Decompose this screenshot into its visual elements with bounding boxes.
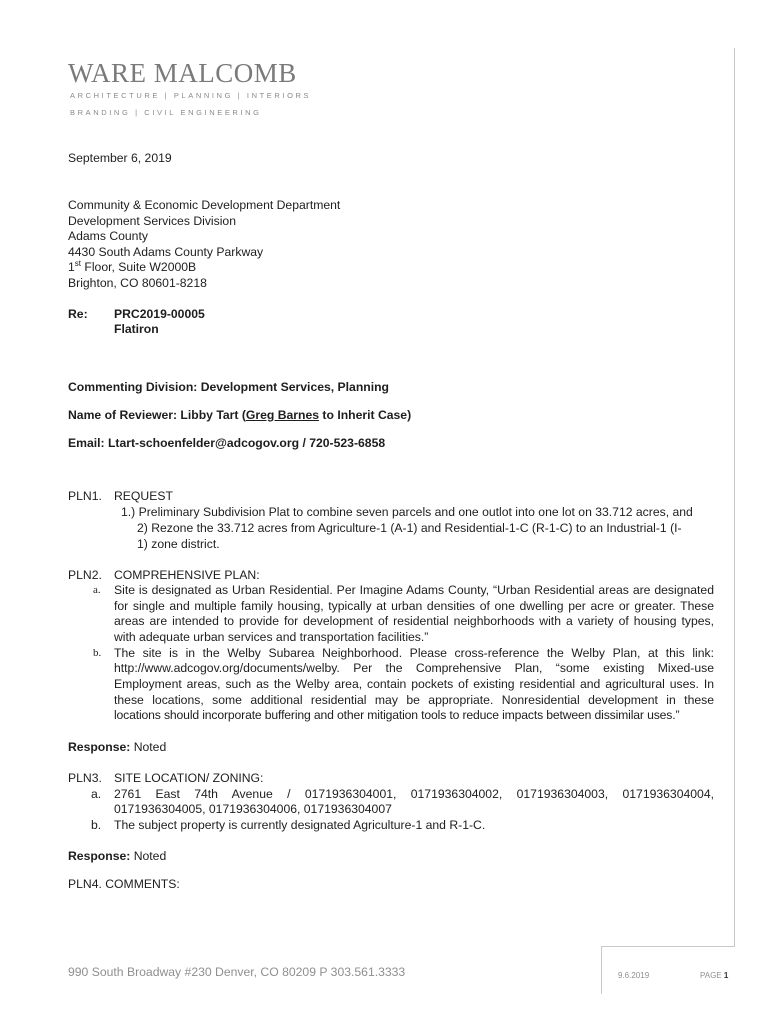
pln2-a-line-1: Site is designated as Urban Residential. Per Imagine Adams County, “Urban Residential areas are designated (114, 583, 714, 597)
letter-date: September 6, 2019 (68, 151, 172, 165)
floor-suite: Floor, Suite W2000B (81, 260, 197, 274)
pln2-b-line-2: http://www.adcogov.org/documents/welby. Per the Comprehensive Plan, “some existing Mixed-use (114, 661, 714, 675)
footer-date: 9.6.2019 (618, 971, 650, 980)
response-1-label: Response: (68, 740, 131, 754)
pln2-b-line-4: these locations, some additional residential may be appropriate. Nonresidential development in these (114, 693, 714, 707)
pln3-label: PLN3. (68, 771, 102, 785)
floor-number: 1 (68, 260, 75, 274)
commenting-division: Commenting Division: Development Services, Planning (68, 380, 390, 394)
recipient-line-1: Community & Economic Development Department (68, 198, 341, 212)
re-project-name: Flatiron (114, 322, 159, 336)
pln3-b-marker: b. (91, 818, 102, 832)
floor-ordinal: st (74, 258, 82, 268)
inherit-reviewer-name: Greg Barnes (245, 408, 320, 422)
recipient-line-6: Brighton, CO 80601-8218 (68, 276, 207, 290)
recipient-line-2: Development Services Division (68, 214, 236, 228)
pln1-item-2: 2) Rezone the 33.712 acres from Agriculture-1 (A-1) and Residential-1-C (R-1-C) to an Industrial-1 (I- (137, 521, 682, 535)
pln1-item-2-cont: 1) zone district. (137, 537, 220, 551)
company-logo-name: WARE MALCOMB (68, 58, 297, 88)
pln3-title: SITE LOCATION/ ZONING: (114, 771, 264, 785)
pln2-label: PLN2. (68, 568, 102, 582)
pln1-label: PLN1. (68, 489, 102, 503)
footer-page-number: 1 (723, 971, 729, 980)
response-2-label: Response: (68, 849, 131, 863)
response-2-value: Noted (130, 849, 167, 863)
company-logo-tagline-2: BRANDING | CIVIL ENGINEERING (70, 108, 262, 117)
pln4-label: PLN4. COMMENTS: (68, 877, 180, 891)
reviewer-email-line: Email: Ltart-schoenfelder@adcogov.org / 720-523-6858 (68, 436, 386, 450)
reviewer-suffix: to Inherit Case) (319, 408, 412, 422)
pln2-a-marker: a. (93, 584, 101, 596)
recipient-line-5 (68, 260, 196, 276)
footer-page (700, 968, 728, 984)
re-label: Re: (68, 307, 88, 321)
reviewer-line (68, 408, 411, 424)
footer-address: 990 South Broadway #230 Denver, CO 80209 P 303.561.3333 (68, 965, 406, 979)
response-1-value: Noted (130, 740, 167, 754)
pln2-a-line-3: areas are intended to provide for development of residential neighborhoods with a variety of housing types, (114, 614, 714, 628)
company-logo-tagline-1: ARCHITECTURE | PLANNING | INTERIORS (70, 91, 312, 100)
pln3-a-line-2: 0171936304005, 0171936304006, 0171936304007 (114, 802, 392, 816)
pln2-title: COMPREHENSIVE PLAN: (114, 568, 260, 582)
pln2-b-line-5: locations should incorporate buffering and other mitigation tools to reduce impacts between dissimilar uses.” (114, 708, 680, 722)
pln3-a-line-1: 2761 East 74th Avenue / 0171936304001, 0171936304002, 0171936304003, 0171936304004, (114, 787, 714, 801)
pln2-b-marker: b. (93, 647, 102, 659)
pln2-a-line-4: with adequate urban services and transportation facilities.” (114, 630, 429, 644)
pln2-b-line-1: The site is in the Welby Subarea Neighborhood. Please cross-reference the Welby Plan, at this link: (114, 646, 714, 660)
response-2 (68, 849, 166, 865)
footer-page-label: PAGE (700, 971, 724, 980)
pln2-b-line-3: Employment areas, such as the Welby area, contain pockets of existing residential and agricultural uses. In (114, 677, 714, 691)
recipient-line-3: Adams County (68, 229, 148, 243)
pln3-a-marker: a. (91, 787, 102, 801)
footer-left-rule (601, 946, 602, 994)
right-margin-rule (734, 48, 735, 946)
reviewer-prefix: Name of Reviewer: Libby Tart ( (68, 408, 246, 422)
recipient-line-4: 4430 South Adams County Parkway (68, 245, 264, 259)
pln1-item-1: 1.) Preliminary Subdivision Plat to combine seven parcels and one outlot into one lot on 33.712 acres, and (121, 505, 693, 519)
footer-top-rule (601, 946, 735, 947)
re-case-number: PRC2019-00005 (114, 307, 205, 321)
response-1 (68, 740, 166, 756)
pln1-title: REQUEST (114, 489, 173, 503)
pln2-a-line-2: for single and multiple family housing, typically at urban densities of one dwelling per acre or greater. These (114, 599, 714, 613)
pln3-b-line: The subject property is currently designated Agriculture-1 and R-1-C. (114, 818, 486, 832)
